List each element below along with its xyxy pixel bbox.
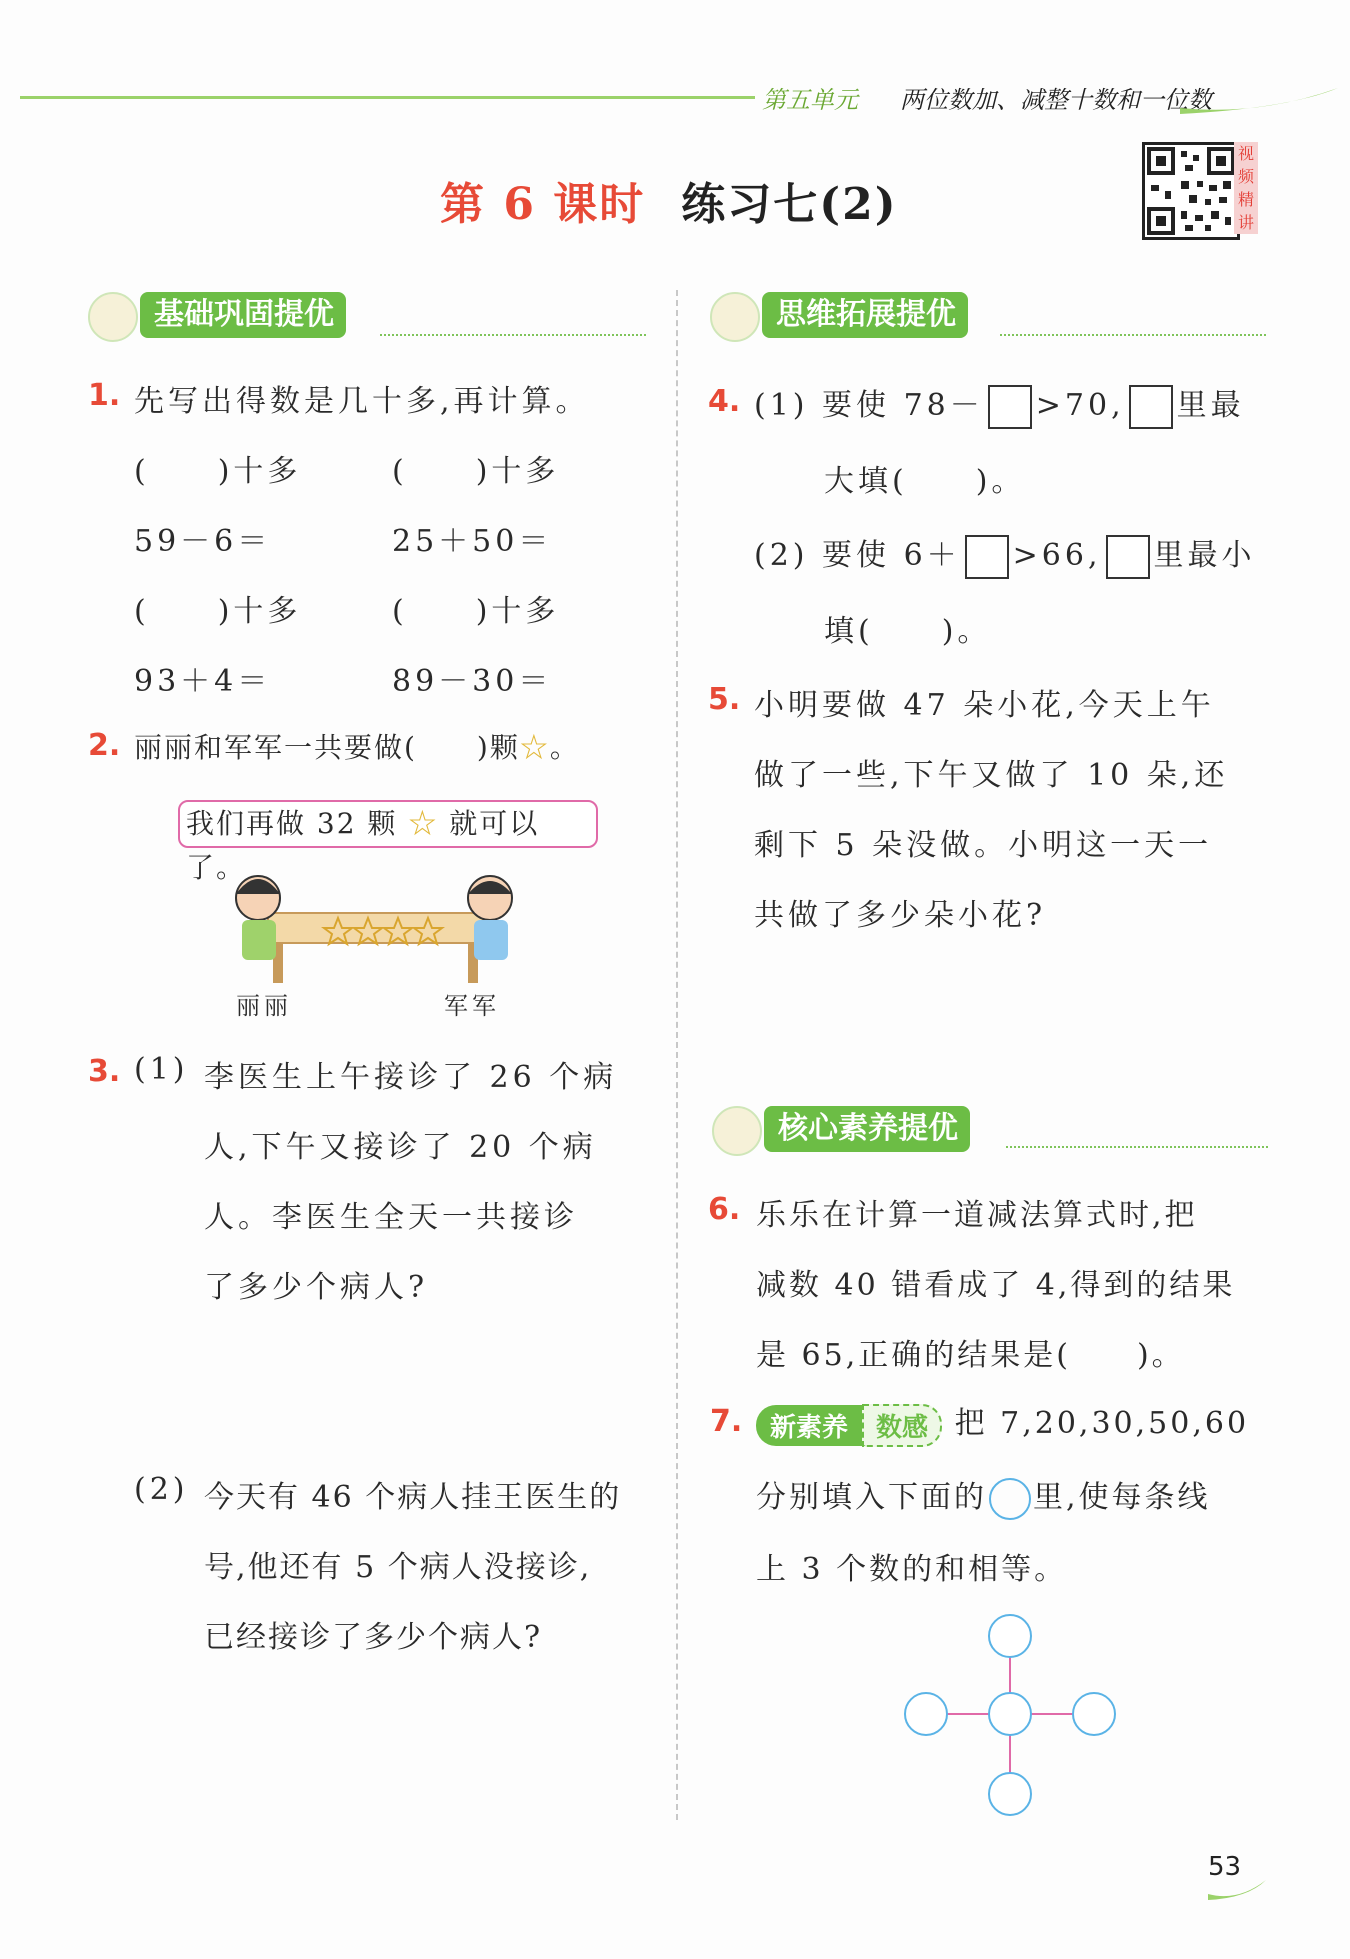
star-icon: ☆ xyxy=(519,731,550,764)
q1-expression: 59－6＝ xyxy=(134,524,272,559)
lesson-number: 第 6 课时 xyxy=(440,179,646,230)
answer-circle xyxy=(989,1615,1031,1657)
q4-blank[interactable]: 填( )。 xyxy=(824,614,992,649)
q4-part-label: (2) xyxy=(754,538,809,573)
q1-expression: 89－30＝ xyxy=(392,664,553,699)
section-basic-title: 基础巩固提优 xyxy=(140,292,346,338)
q1-blank[interactable]: ( )十多 xyxy=(134,594,302,629)
answer-box[interactable] xyxy=(965,535,1009,579)
leaf-swoosh-icon xyxy=(1180,86,1340,116)
q6-line: 乐乐在计算一道减法算式时,把 xyxy=(756,1198,1198,1233)
q5-line: 做了一些,下午又做了 10 朵,还 xyxy=(754,758,1229,793)
trophy-icon xyxy=(712,1106,762,1156)
q3-line: 人,下午又接诊了 20 个病 xyxy=(204,1130,597,1165)
lesson-title xyxy=(440,168,898,232)
question-number: 7. xyxy=(710,1404,743,1439)
q4-text: 要使 6＋ xyxy=(822,538,961,573)
q3-line: 人。李医生全天一共接诊 xyxy=(204,1200,578,1235)
q3-part-label: (1) xyxy=(134,1052,189,1087)
q7-line xyxy=(756,1398,1249,1447)
sprout-icon xyxy=(710,292,760,342)
q4-text: 里最小 xyxy=(1153,538,1256,573)
q2-text xyxy=(134,726,580,766)
speech-bubble xyxy=(178,800,598,884)
q5-line: 共做了多少朵小花? xyxy=(754,898,1047,933)
qr-tag-char: 视 xyxy=(1237,144,1254,163)
q7-line: 上 3 个数的和相等。 xyxy=(756,1552,1068,1587)
q4-part2 xyxy=(754,530,1256,579)
column-divider xyxy=(676,290,678,1820)
section-core-title: 核心素养提优 xyxy=(764,1106,970,1152)
q1-expression: 93＋4＝ xyxy=(134,664,272,699)
q4-part1 xyxy=(754,380,1245,429)
qr-code-icon[interactable] xyxy=(1142,142,1240,240)
name-junjun: 军军 xyxy=(444,992,500,1020)
star-icon: ☆ xyxy=(408,807,439,840)
q3-line: 今天有 46 个病人挂王医生的 xyxy=(204,1480,622,1515)
section-divider xyxy=(380,334,646,336)
q3-line: 号,他还有 5 个病人没接诊, xyxy=(204,1550,592,1585)
q7-text: 里,使每条线 xyxy=(1033,1480,1211,1515)
header-unit: 第五单元 xyxy=(762,86,858,114)
flower-icon xyxy=(88,292,138,342)
circle-icon xyxy=(989,1478,1031,1520)
q3-line: 李医生上午接诊了 26 个病 xyxy=(204,1060,618,1095)
answer-circle xyxy=(905,1693,947,1735)
q4-part-label: (1) xyxy=(754,388,809,423)
q7-text: 把 7,20,30,50,60 xyxy=(954,1406,1250,1441)
answer-circle xyxy=(989,1773,1031,1815)
qr-tag-char: 讲 xyxy=(1237,213,1254,232)
question-number: 6. xyxy=(708,1192,741,1227)
bubble-text-b: 就可以了。 xyxy=(186,807,540,884)
answer-circle xyxy=(1073,1693,1115,1735)
q4-blank[interactable]: 大填( )。 xyxy=(824,464,1026,499)
answer-box[interactable] xyxy=(1106,535,1150,579)
q1-blank[interactable]: ( )十多 xyxy=(134,454,302,489)
cross-diagram xyxy=(900,1610,1120,1820)
section-thinking-title: 思维拓展提优 xyxy=(762,292,968,338)
q4-text: 要使 78－ xyxy=(822,388,984,423)
q7-text: 分别填入下面的 xyxy=(756,1480,987,1515)
qr-tag-char: 频 xyxy=(1237,167,1254,186)
q4-text: 里最 xyxy=(1176,388,1245,423)
answer-circle xyxy=(989,1693,1031,1735)
question-number: 4. xyxy=(708,384,741,419)
q5-line: 小明要做 47 朵小花,今天上午 xyxy=(754,688,1215,723)
q2-text-end: 。 xyxy=(549,731,580,764)
question-number: 3. xyxy=(88,1054,121,1089)
q7-line xyxy=(756,1472,1211,1520)
answer-box[interactable] xyxy=(1129,385,1173,429)
q1-expression: 25＋50＝ xyxy=(392,524,553,559)
q6-blank[interactable]: 是 65,正确的结果是( )。 xyxy=(756,1338,1185,1373)
children-illustration xyxy=(228,858,528,988)
question-number: 5. xyxy=(708,682,741,717)
video-explain-tag[interactable] xyxy=(1234,142,1258,234)
question-number: 1. xyxy=(88,378,121,413)
question-number: 2. xyxy=(88,728,121,763)
section-divider xyxy=(1000,334,1266,336)
q1-blank[interactable]: ( )十多 xyxy=(392,454,560,489)
answer-box[interactable] xyxy=(988,385,1032,429)
q4-text: >70, xyxy=(1035,388,1125,423)
leaf-swoosh-icon xyxy=(1208,1878,1268,1902)
q4-text: >66, xyxy=(1012,538,1102,573)
q3-part-label: (2) xyxy=(134,1472,189,1507)
page-number: 53 xyxy=(1208,1852,1242,1882)
header-rule xyxy=(20,96,755,99)
q6-line: 减数 40 错看成了 4,得到的结果 xyxy=(756,1268,1236,1303)
name-lili: 丽丽 xyxy=(236,992,292,1020)
q3-line: 了多少个病人? xyxy=(204,1270,429,1305)
q1-text: 先写出得数是几十多,再计算。 xyxy=(134,384,590,419)
header-topic: 两位数加、减整十数和一位数 xyxy=(900,86,1212,114)
new-literacy-tag: 新素养 xyxy=(756,1405,862,1446)
lesson-name: 练习七(2) xyxy=(681,179,898,230)
q2-text-main[interactable]: 丽丽和军军一共要做( )颗 xyxy=(134,731,520,764)
q3-line: 已经接诊了多少个病人? xyxy=(204,1620,543,1655)
number-sense-tag: 数感 xyxy=(862,1404,942,1447)
section-divider xyxy=(1006,1146,1268,1148)
bubble-text-a: 我们再做 32 颗 xyxy=(186,807,398,840)
q1-blank[interactable]: ( )十多 xyxy=(392,594,560,629)
q5-line: 剩下 5 朵没做。小明这一天一 xyxy=(754,828,1213,863)
qr-tag-char: 精 xyxy=(1237,190,1254,209)
